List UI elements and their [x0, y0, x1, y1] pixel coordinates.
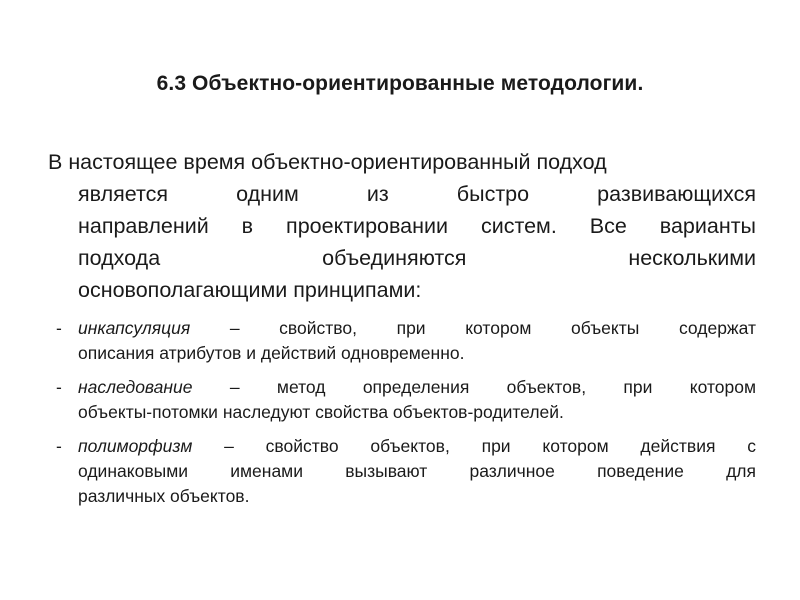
intro-lead-line: В настоящее время объектно-ориентированный подход: [48, 150, 607, 174]
bullet-dash: -: [56, 377, 62, 397]
bullet-definition: – метод определения объектов, при котором: [192, 377, 756, 397]
bullet-continuation: одинаковыми именами вызывают различное поведение для: [78, 461, 756, 481]
bullet-definition: – свойство, при котором объекты содержат: [190, 318, 756, 338]
bullet-continuation: описания атрибутов и действий одновременно.: [78, 343, 465, 363]
list-item-polymorphism: [50, 434, 756, 509]
list-item-inheritance: [50, 375, 756, 425]
term-inheritance: наследование: [78, 377, 193, 397]
slide-title: 6.3 Объектно-ориентированные методологии.: [156, 72, 644, 95]
bullet-first-line: [78, 316, 756, 341]
intro-paragraph: [48, 146, 756, 306]
term-polymorphism: полиморфизм: [78, 436, 193, 456]
intro-line: подхода объединяются несколькими: [78, 246, 756, 270]
intro-line: направлений в проектировании систем. Все варианты: [78, 214, 756, 238]
bullet-first-line: [78, 434, 756, 459]
bullet-definition: – свойство объектов, при котором действия с: [192, 436, 756, 456]
intro-line: является одним из быстро развивающихся: [78, 182, 756, 206]
bullet-continuation: объекты-потомки наследуют свойства объектов-родителей.: [78, 402, 564, 422]
list-item-encapsulation: [50, 316, 756, 366]
bullet-first-line: [78, 375, 756, 400]
bullet-dash: -: [56, 436, 62, 456]
principles-list: [50, 316, 756, 518]
bullet-dash: -: [56, 318, 62, 338]
intro-line: основополагающими принципами:: [78, 278, 422, 302]
term-encapsulation: инкапсуляция: [78, 318, 191, 338]
bullet-continuation: различных объектов.: [78, 486, 250, 506]
intro-body: [48, 178, 756, 306]
